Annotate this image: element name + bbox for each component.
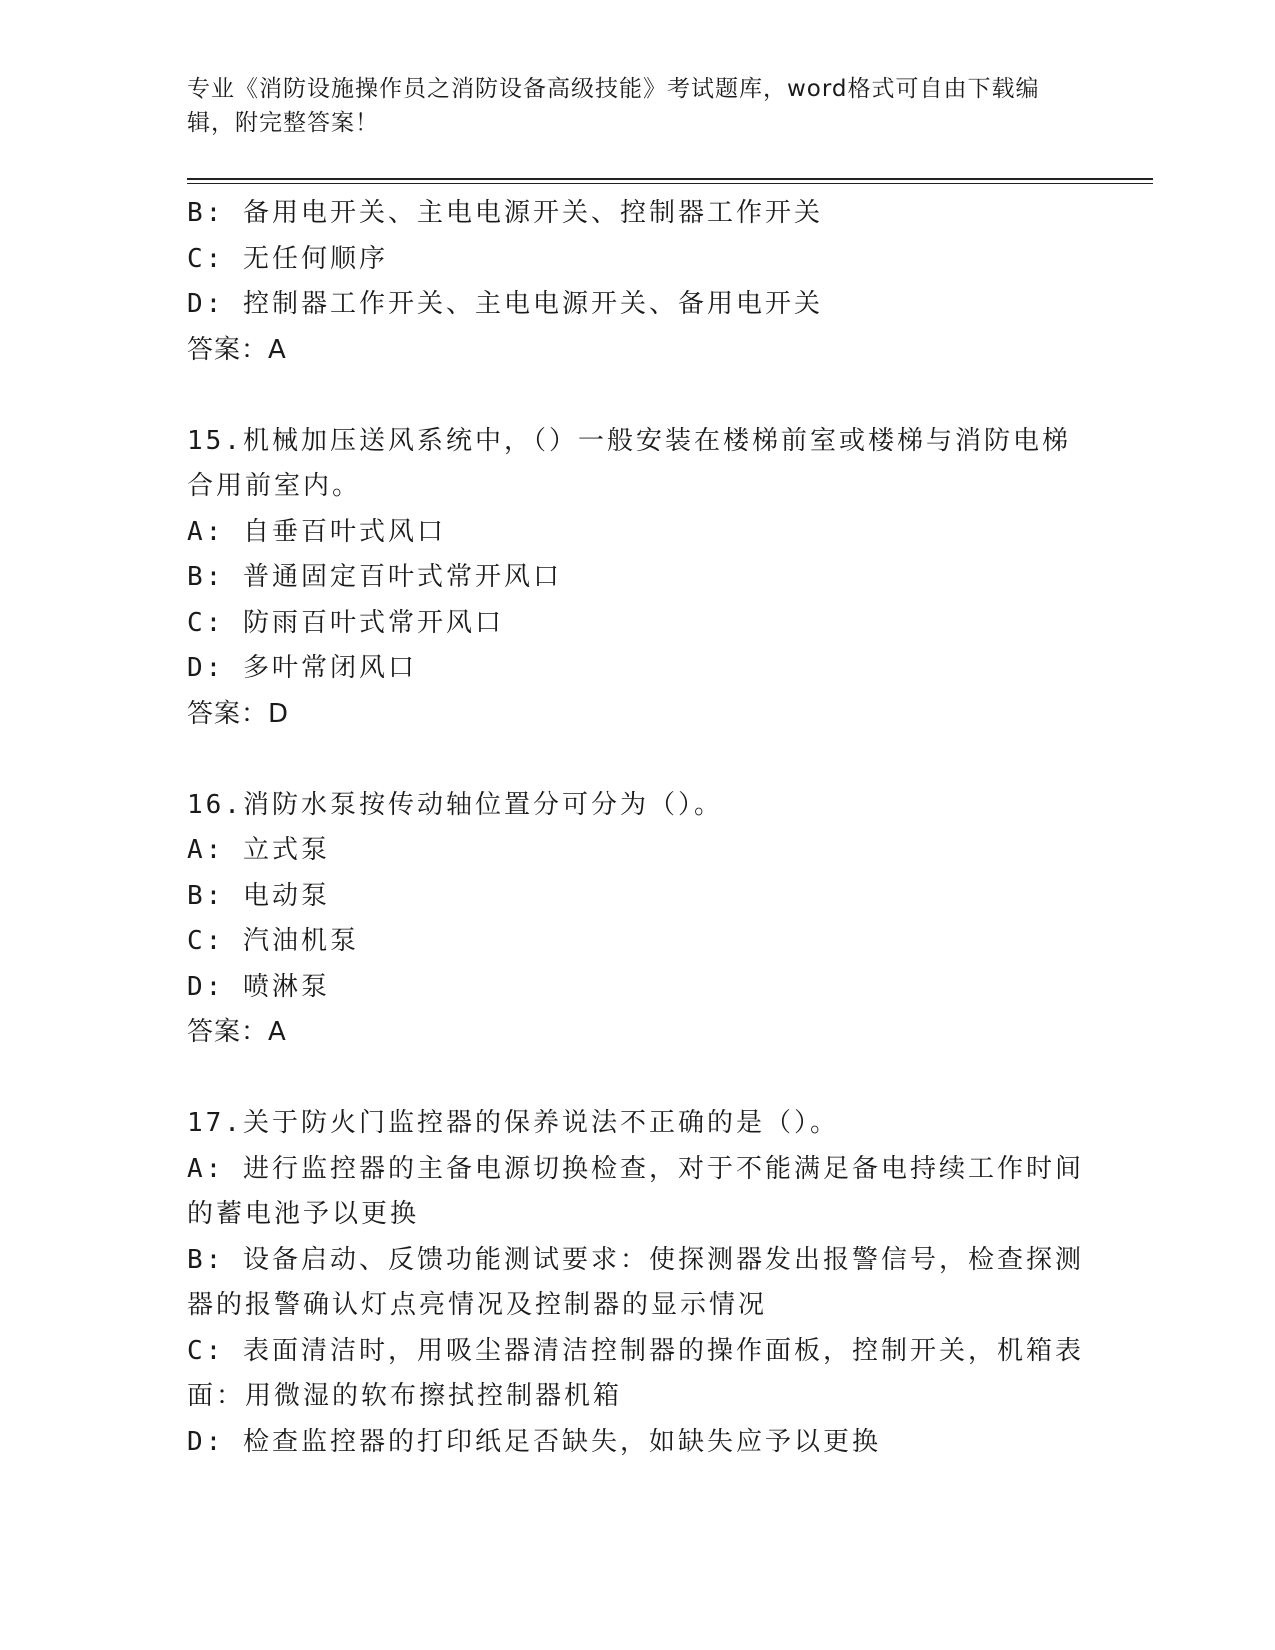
option-line: B: 电动泵 (187, 880, 330, 911)
option-line: 面：用微湿的软布擦拭控制器机箱 (187, 1381, 623, 1411)
option-line: A: 立式泵 (187, 835, 330, 865)
answer-line: 答案：D (187, 698, 290, 729)
option-line: 的蓄电池予以更换 (187, 1199, 420, 1229)
option-line: C: 表面清洁时，用吸尘器清洁控制器的操作面板，控制开关，机箱表 (187, 1335, 1084, 1366)
option-line: 器的报警确认灯点亮情况及控制器的显示情况 (187, 1290, 768, 1320)
option-line: D: 多叶常闭风口 (187, 653, 417, 683)
answer-line: 答案：A (187, 1017, 287, 1047)
spacer (187, 1056, 1087, 1102)
question-15 (187, 419, 1087, 738)
option-line: D: 喷淋泵 (187, 971, 330, 1002)
question-stem: 16.消防水泵按传动轴位置分可分为（）。 (187, 789, 723, 820)
spacer (187, 373, 1087, 419)
question-stem: 合用前室内。 (187, 471, 362, 501)
answer-line: 答案：A (187, 334, 287, 365)
header-divider-thick (187, 178, 1153, 180)
question-16 (187, 783, 1087, 1056)
option-line: B: 普通固定百叶式常开风口 (187, 562, 562, 592)
question-14-continued (187, 191, 1087, 373)
option-line: B: 设备启动、反馈功能测试要求：使探测器发出报警信号，检查探测 (187, 1244, 1084, 1275)
option-line: D: 检查监控器的打印纸足否缺失，如缺失应予以更换 (187, 1426, 881, 1457)
option-line: B: 备用电开关、主电电源开关、控制器工作开关 (187, 198, 823, 228)
option-line: A: 自垂百叶式风口 (187, 516, 446, 547)
option-line: C: 无任何顺序 (187, 243, 388, 274)
question-stem: 15.机械加压送风系统中，（）一般安装在楼梯前室或楼梯与消防电梯 (187, 425, 1071, 456)
header-note: 专业《消防设施操作员之消防设备高级技能》考试题库，word格式可自由下载编辑，附完整答案！ (187, 76, 1040, 136)
question-stem: 17.关于防火门监控器的保养说法不正确的是（）。 (187, 1108, 839, 1138)
question-17 (187, 1101, 1087, 1465)
option-line: C: 汽油机泵 (187, 926, 359, 956)
question-content (187, 191, 1087, 1465)
option-line: A: 进行监控器的主备电源切换检查，对于不能满足备电持续工作时间 (187, 1153, 1084, 1184)
header-divider-thin (187, 183, 1153, 184)
spacer (187, 737, 1087, 783)
option-line: D: 控制器工作开关、主电电源开关、备用电开关 (187, 289, 823, 319)
option-line: C: 防雨百叶式常开风口 (187, 607, 504, 638)
